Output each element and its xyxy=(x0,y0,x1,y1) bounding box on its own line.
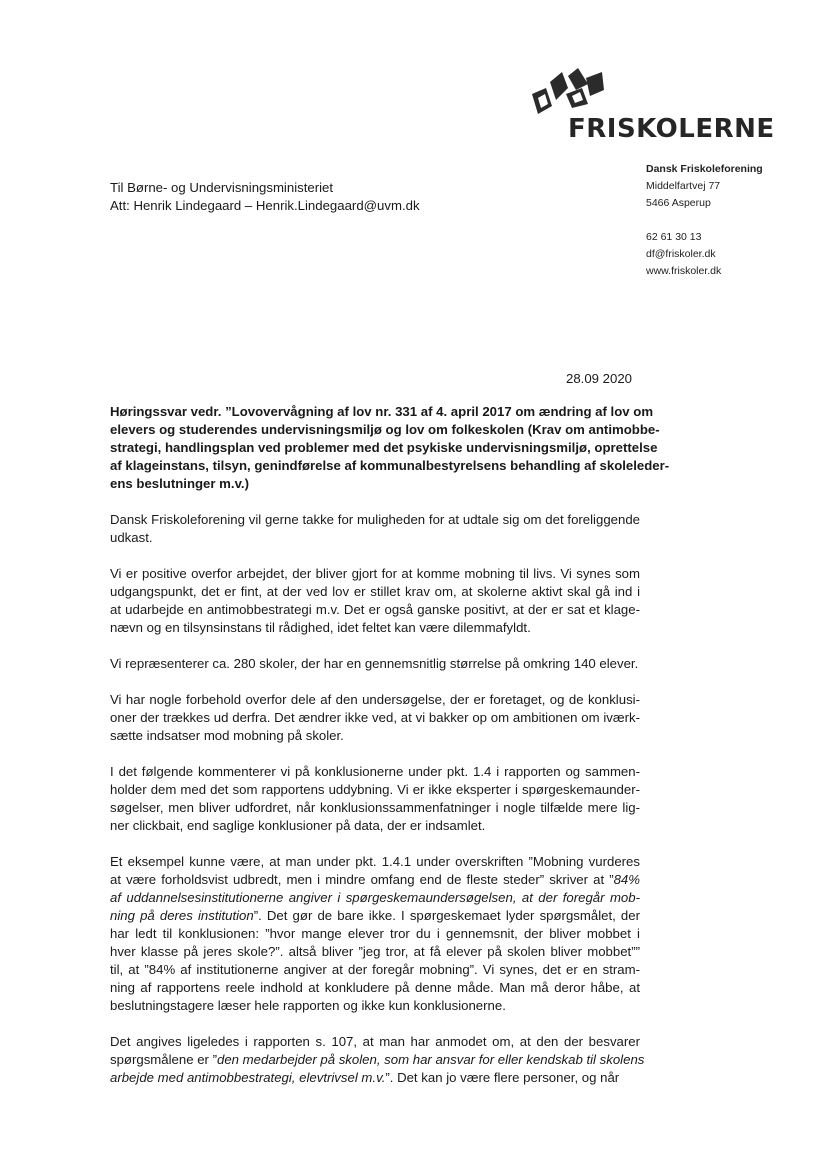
recipient-attention: Att: Henrik Lindegaard – Henrik.Lindegaard@uvm.dk xyxy=(110,198,420,213)
line-text: Et eksempel kunne være, at man under pkt. 1.4.1 under overskriften ”Mobning vurderes xyxy=(110,854,640,869)
line-text: søgelser, men bliver udfordret, når konklusionssammenfatninger i nogle tilfælde mere lig- xyxy=(110,800,640,815)
italic-quote-text: arbejde med antimobbestrategi, elevtrivsel m.v. xyxy=(110,1070,386,1085)
paragraph-line xyxy=(110,655,640,673)
paragraph-line xyxy=(110,889,640,907)
line-text: ning af rapportens reele indhold at konkludere på denne måde. Man må deror håbe, at xyxy=(110,980,640,995)
logo-wordmark: FRISKOLERNE xyxy=(568,114,775,144)
paragraph-line xyxy=(110,763,640,781)
italic-quote-text: 84% xyxy=(613,872,640,887)
paragraph-line xyxy=(110,529,640,547)
line-text: Dansk Friskoleforening vil gerne takke for muligheden for at udtale sig om det foreliggende xyxy=(110,512,640,527)
sender-street: Middelfartvej 77 xyxy=(646,180,721,192)
body-paragraph xyxy=(110,511,640,547)
line-text: Vi har nogle forbehold overfor dele af den undersøgelse, der er foretaget, og de konklusi- xyxy=(110,692,640,707)
friskolerne-logo-mark-icon xyxy=(528,68,608,118)
sender-address-block xyxy=(646,161,763,280)
line-text: ner clickbait, end saglige konklusioner på data, der er indsamlet. xyxy=(110,818,486,833)
body-paragraph xyxy=(110,1033,645,1087)
paragraph-line xyxy=(110,1051,645,1069)
paragraph-line xyxy=(110,871,640,889)
body-paragraph xyxy=(110,691,640,745)
line-text: Vi er positive overfor arbejdet, der bliver gjort for at komme mobning til livs. Vi synes som xyxy=(110,566,640,581)
letter-body xyxy=(110,403,670,1087)
paragraph-line xyxy=(110,817,640,835)
line-text: beslutningstagere læser hele rapporten og ikke kun konklusionerne. xyxy=(110,998,506,1013)
paragraph-line xyxy=(110,907,640,925)
paragraph-line xyxy=(110,709,640,727)
paragraph-line xyxy=(110,1069,640,1087)
line-text: at være forholdsvist udbredt, men i mindre omfang end de fleste steder” skriver at ” xyxy=(110,872,614,887)
line-text: udgangspunkt, det er fint, at der ved lov er stillet krav om, at skolerne aktivt skal gå ind i xyxy=(110,584,640,599)
body-paragraph xyxy=(110,853,640,1015)
paragraph-line xyxy=(110,565,640,583)
paragraph-line xyxy=(110,601,640,619)
recipient-block xyxy=(110,179,420,215)
subject-line: ens beslutninger m.v.) xyxy=(110,476,249,491)
line-text: sætte indsatser mod mobning på skoler. xyxy=(110,728,344,743)
paragraph-line xyxy=(110,619,640,637)
paragraph-line xyxy=(110,781,640,799)
paragraph-line xyxy=(110,1033,640,1051)
italic-quote-text: den medarbejder på skolen, som har ansvar for eller kendskab til skolens xyxy=(217,1052,645,1067)
paragraph-line xyxy=(110,997,640,1015)
recipient-name: Til Børne- og Undervisningsministeriet xyxy=(110,180,334,195)
line-text: I det følgende kommenterer vi på konklusionerne under pkt. 1.4 i rapporten og sammen- xyxy=(110,764,640,779)
letter-subject xyxy=(110,403,670,493)
letter-paragraphs xyxy=(110,511,645,1087)
subject-line: elevers og studerendes undervisningsmiljø og lov om folkeskolen (Krav om antimobbe- xyxy=(110,422,660,437)
sender-website: www.friskoler.dk xyxy=(646,265,722,277)
paragraph-line xyxy=(110,799,640,817)
subject-line: af klageinstans, tilsyn, genindførelse af kommunalbestyrelsens behandling af skoleleder- xyxy=(110,458,670,473)
line-text: til, at ”84% af institutionerne angiver at der foregår mobning”. Vi synes, det er en stram- xyxy=(110,962,640,977)
line-text: udkast. xyxy=(110,530,153,545)
line-text: ”. Det gør de bare ikke. I spørgeskemaet lyder spørgsmålet, der xyxy=(253,908,640,923)
paragraph-line xyxy=(110,925,640,943)
line-text: ”. Det kan jo være flere personer, og når xyxy=(385,1070,620,1085)
line-text: Det angives ligeledes i rapporten s. 107, at man har anmodet om, at den der besvarer xyxy=(110,1034,640,1049)
subject-line: strategi, handlingsplan ved problemer med det psykiske undervisningsmiljø, oprettelse xyxy=(110,440,658,455)
paragraph-line xyxy=(110,943,640,961)
sender-email: df@friskoler.dk xyxy=(646,248,716,260)
paragraph-line xyxy=(110,853,640,871)
subject-line: Høringssvar vedr. ”Lovovervågning af lov nr. 331 af 4. april 2017 om ændring af lov om xyxy=(110,404,654,419)
paragraph-line xyxy=(110,727,640,745)
body-paragraph xyxy=(110,565,640,637)
body-paragraph xyxy=(110,763,640,835)
paragraph-line xyxy=(110,979,640,997)
paragraph-line xyxy=(110,583,640,601)
line-text: nævn og en tilsynsinstans til rådighed, idet feltet kan være dilemmafyldt. xyxy=(110,620,531,635)
line-text: spørgsmålene er ” xyxy=(110,1052,218,1067)
letter-date: 28.09 2020 xyxy=(566,371,633,386)
italic-quote-text: ning på deres institution xyxy=(110,908,254,923)
line-text: oner der trækkes ud derfra. Det ændrer ikke ved, at vi bakker op om ambitionen om iværk- xyxy=(110,710,640,725)
sender-city: 5466 Asperup xyxy=(646,197,711,209)
italic-quote-text: af uddannelsesinstitutionerne angiver i spørgeskemaundersøgelsen, at der foregår mob- xyxy=(110,890,640,905)
body-paragraph xyxy=(110,655,640,673)
line-text: at udarbejde en antimobbestrategi m.v. Det er også ganske positivt, at der er sat et klage- xyxy=(110,602,640,617)
line-text: holder dem med det som rapportens uddybning. Vi er ikke eksperter i spørgeskemaunder- xyxy=(110,782,640,797)
sender-phone: 62 61 30 13 xyxy=(646,231,702,243)
paragraph-line xyxy=(110,691,640,709)
paragraph-line xyxy=(110,511,640,529)
line-text: hver klasse på jeres skole?”. altså bliver ”jeg tror, at få elever på skolen bliver mobbet”” xyxy=(110,944,640,959)
sender-name: Dansk Friskoleforening xyxy=(646,163,763,175)
line-text: har ledt til konklusionen: ”hvor mange elever tror du i gennemsnit, der bliver mobbet i xyxy=(110,926,640,941)
paragraph-line xyxy=(110,961,640,979)
line-text: Vi repræsenterer ca. 280 skoler, der har en gennemsnitlig størrelse på omkring 140 elever. xyxy=(110,656,639,671)
